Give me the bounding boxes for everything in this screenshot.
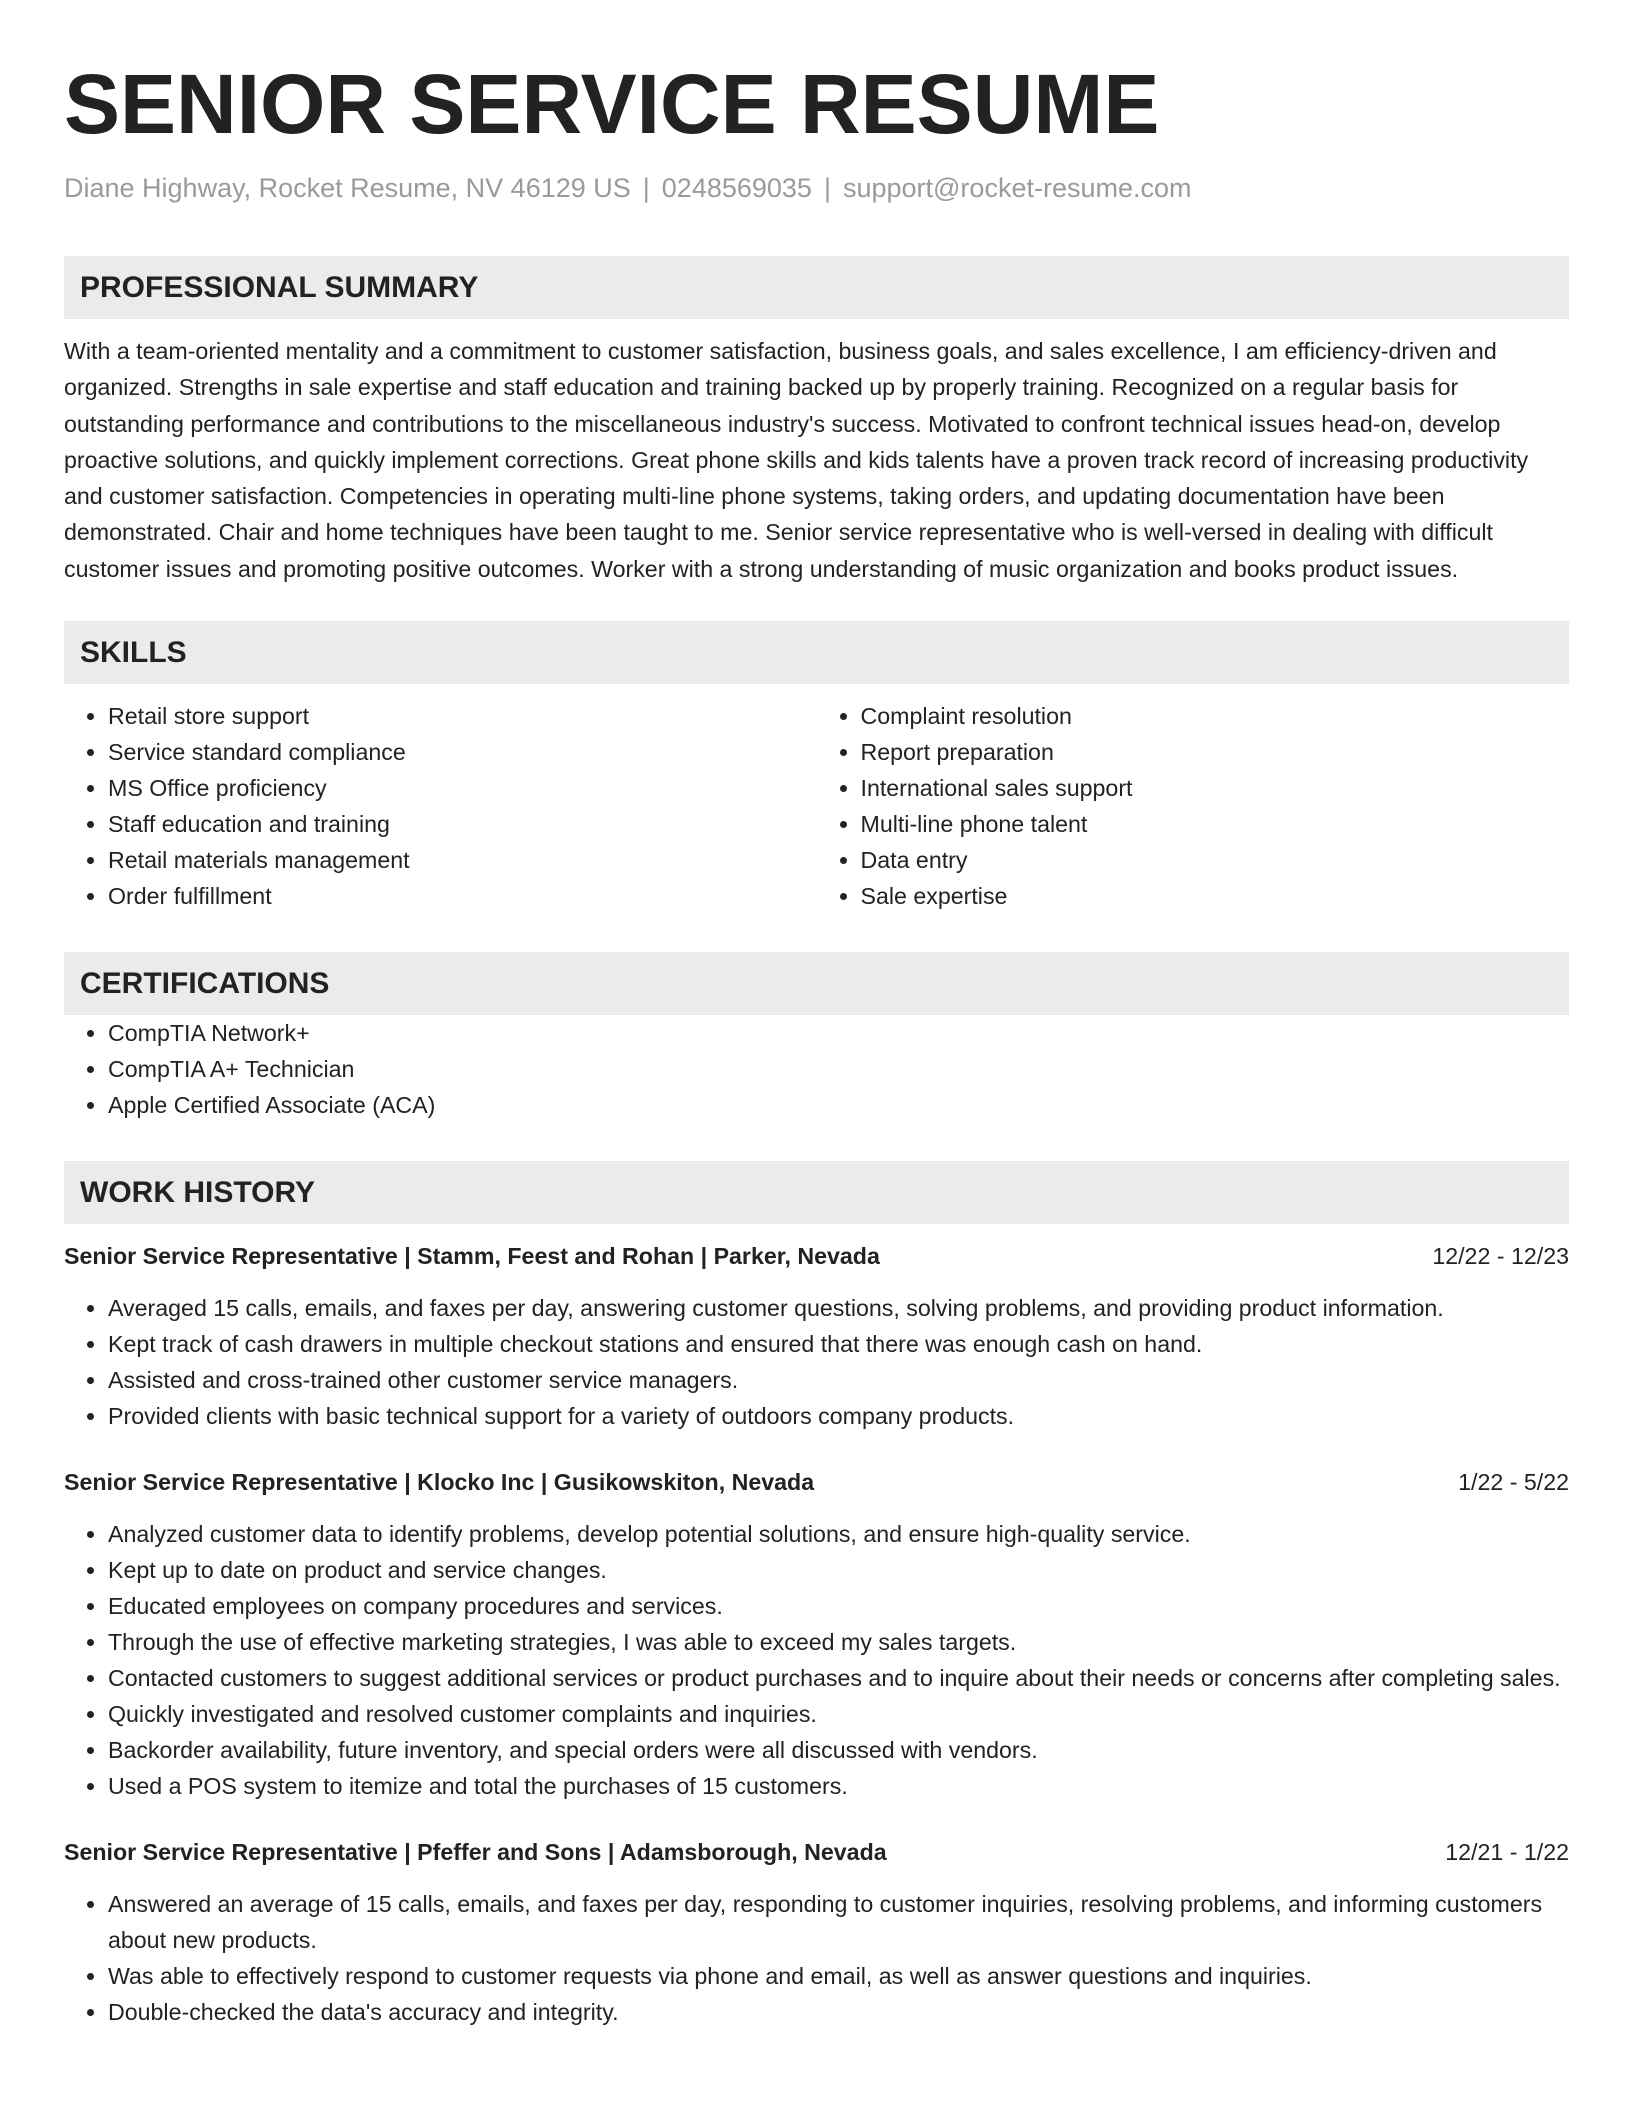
list-item: • Contacted customers to suggest additional services or product purchases and to inquire about their needs or concerns after completing sales.: [108, 1660, 1569, 1696]
list-item: • Used a POS system to itemize and total the purchases of 15 customers.: [108, 1768, 1569, 1804]
list-item: • Retail materials management: [108, 842, 817, 878]
summary-text: With a team-oriented mentality and a commitment to customer satisfaction, business goals, and sales excellence, I am efficiency-driven and organized. Strengths in sale expertise and staff education and training backed up by properly training. Recognized on a regular basis for outstanding performance and contributions to the miscellaneous industry's success. Motivated to confront technical issues head-on, develop proactive solutions, and quickly implement corrections. Great phone skills and kids talents have a proven track record of increasing productivity and customer satisfaction. Competencies in operating multi-line phone systems, taking orders, and updating documentation have been demonstrated. Chair and home techniques have been taught to me. Senior service representative who is well-versed in dealing with difficult customer issues and promoting positive outcomes. Worker with a strong understanding of music organization and books product issues.: [64, 338, 1529, 582]
list-item: • Analyzed customer data to identify problems, develop potential solutions, and ensure high-quality service.: [108, 1516, 1569, 1552]
contact-separator: |: [642, 173, 650, 203]
job-bullets: [64, 1516, 1569, 1804]
list-item: • CompTIA Network+: [108, 1015, 1569, 1051]
list-item: • Order fulfillment: [108, 878, 817, 914]
skills-list-right: [817, 698, 1570, 914]
list-item: • Answered an average of 15 calls, emails, and faxes per day, responding to customer inquiries, resolving problems, and informing customers about new products.: [108, 1886, 1569, 1958]
list-item: • Double-checked the data's accuracy and integrity.: [108, 1994, 1569, 2030]
job-dates: 12/22 - 12/23: [1432, 1243, 1569, 1270]
contact-line: [64, 170, 1569, 206]
job-bullets: [64, 1886, 1569, 2030]
job-entry: [64, 1238, 1569, 1434]
list-item: • Kept track of cash drawers in multiple checkout stations and ensured that there was enough cash on hand.: [108, 1326, 1569, 1362]
contact-email: support@rocket-resume.com: [842, 173, 1192, 203]
list-item: • Staff education and training: [108, 806, 817, 842]
contact-phone: 0248569035: [661, 173, 812, 203]
section-header-summary: PROFESSIONAL SUMMARY: [64, 256, 1569, 319]
section-header-certifications: CERTIFICATIONS: [64, 952, 1569, 1015]
section-header-work-history: WORK HISTORY: [64, 1161, 1569, 1224]
list-item: • Apple Certified Associate (ACA): [108, 1087, 1569, 1123]
list-item: • Provided clients with basic technical support for a variety of outdoors company products.: [108, 1398, 1569, 1434]
list-item: • Retail store support: [108, 698, 817, 734]
job-header: [64, 1464, 1569, 1500]
list-item: • Through the use of effective marketing strategies, I was able to exceed my sales targets.: [108, 1624, 1569, 1660]
list-item: • Sale expertise: [861, 878, 1570, 914]
skills-columns: [64, 698, 1569, 914]
list-item: • Backorder availability, future inventory, and special orders were all discussed with vendors.: [108, 1732, 1569, 1768]
job-title: Senior Service Representative | Klocko Inc | Gusikowskiton, Nevada: [64, 1469, 815, 1496]
list-item: • Averaged 15 calls, emails, and faxes per day, answering customer questions, solving problems, and providing product information.: [108, 1290, 1569, 1326]
skills-list-left: [64, 698, 817, 914]
list-item: • Assisted and cross-trained other customer service managers.: [108, 1362, 1569, 1398]
job-bullets: [64, 1290, 1569, 1434]
section-header-skills: SKILLS: [64, 621, 1569, 684]
list-item: • Kept up to date on product and service changes.: [108, 1552, 1569, 1588]
list-item: • Report preparation: [861, 734, 1570, 770]
job-header: [64, 1238, 1569, 1274]
list-item: • Data entry: [861, 842, 1570, 878]
contact-separator: |: [823, 173, 831, 203]
list-item: • Complaint resolution: [861, 698, 1570, 734]
job-title: Senior Service Representative | Pfeffer and Sons | Adamsborough, Nevada: [64, 1839, 887, 1866]
job-dates: 12/21 - 1/22: [1445, 1839, 1569, 1866]
job-header: [64, 1834, 1569, 1870]
list-item: • Educated employees on company procedures and services.: [108, 1588, 1569, 1624]
list-item: • Service standard compliance: [108, 734, 817, 770]
job-title: Senior Service Representative | Stamm, Feest and Rohan | Parker, Nevada: [64, 1243, 880, 1270]
list-item: • International sales support: [861, 770, 1570, 806]
contact-address: Diane Highway, Rocket Resume, NV 46129 US: [64, 173, 631, 203]
list-item: • Was able to effectively respond to customer requests via phone and email, as well as answer questions and inquiries.: [108, 1958, 1569, 1994]
list-item: • MS Office proficiency: [108, 770, 817, 806]
job-entry: [64, 1834, 1569, 2030]
resume-title: SENIOR SERVICE RESUME: [64, 57, 1160, 151]
list-item: • Quickly investigated and resolved customer complaints and inquiries.: [108, 1696, 1569, 1732]
list-item: • CompTIA A+ Technician: [108, 1051, 1569, 1087]
job-dates: 1/22 - 5/22: [1458, 1469, 1569, 1496]
certifications-list: [64, 1015, 1569, 1123]
work-history-list: [64, 1238, 1569, 2030]
list-item: • Multi-line phone talent: [861, 806, 1570, 842]
job-entry: [64, 1464, 1569, 1804]
